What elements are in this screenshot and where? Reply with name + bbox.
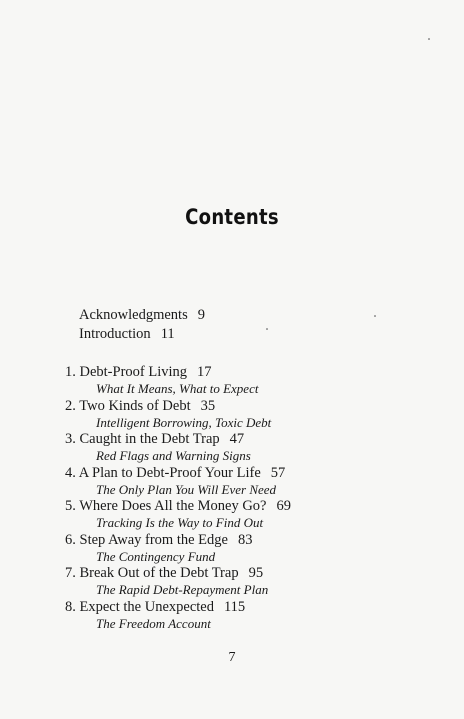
chapter-subtitle: Tracking Is the Way to Find Out — [96, 515, 264, 530]
chapter-subtitle: Red Flags and Warning Signs — [96, 448, 251, 463]
chapter-subtitle: The Freedom Account — [96, 615, 211, 631]
chapter-number: 7. — [65, 565, 76, 581]
chapter-title: Where Does All the Money Go? — [79, 498, 267, 514]
chapter-title: Break Out of the Debt Trap — [79, 565, 239, 581]
chapter-entry-1 — [65, 364, 425, 398]
chapter-entry-4 — [65, 465, 425, 499]
chapter-page-number: 69 — [276, 498, 291, 514]
chapter-line — [65, 599, 425, 616]
chapter-page-number: 115 — [223, 598, 246, 615]
entry-page-number: 11 — [160, 326, 175, 342]
chapter-page-number: 47 — [229, 431, 245, 447]
chapter-number: 8. — [65, 598, 76, 615]
toc-entry-introduction — [79, 325, 205, 344]
paper-speck — [374, 315, 376, 317]
chapter-number: 6. — [65, 531, 76, 548]
chapter-number: 4. — [65, 464, 76, 481]
chapter-page-number: 57 — [270, 464, 286, 481]
chapter-line — [65, 398, 425, 415]
chapter-number: 1. — [65, 364, 76, 380]
chapter-title: A Plan to Debt-Proof Your Life — [78, 464, 261, 481]
paper-speck — [428, 38, 430, 40]
entry-label: Introduction — [79, 326, 151, 342]
toc-entry-acknowledgments — [79, 306, 205, 325]
chapter-page-number: 35 — [200, 397, 216, 414]
chapter-page-number: 83 — [237, 531, 253, 548]
page-number-folio: 7 — [228, 650, 236, 665]
chapter-entry-8 — [65, 599, 425, 633]
front-matter-list — [79, 306, 205, 344]
chapter-entry-6 — [65, 532, 425, 566]
chapter-title: Debt-Proof Living — [79, 364, 188, 380]
chapter-title: Step Away from the Edge — [79, 531, 228, 548]
chapter-line — [65, 498, 425, 515]
page-title: Contents — [185, 205, 279, 229]
chapter-subtitle: The Contingency Fund — [96, 548, 216, 564]
chapter-title: Expect the Unexpected — [79, 598, 214, 615]
chapter-number: 3. — [65, 431, 76, 447]
chapter-subtitle: What It Means, What to Expect — [96, 381, 259, 396]
chapter-title: Two Kinds of Debt — [79, 397, 191, 414]
chapter-line — [65, 465, 425, 482]
chapter-line — [65, 364, 425, 381]
chapter-subtitle: The Rapid Debt-Repayment Plan — [96, 582, 269, 597]
chapter-entry-5 — [65, 498, 425, 532]
entry-label: Acknowledgments — [79, 307, 188, 323]
chapter-subtitle: Intelligent Borrowing, Toxic Debt — [96, 414, 272, 430]
chapter-entry-7 — [65, 565, 425, 599]
chapter-title: Caught in the Debt Trap — [79, 431, 220, 447]
chapter-entry-2 — [65, 398, 425, 432]
chapter-number: 2. — [65, 397, 76, 414]
chapter-line — [65, 532, 425, 549]
chapter-number: 5. — [65, 498, 76, 514]
chapter-page-number: 95 — [248, 565, 264, 581]
chapter-entry-3 — [65, 431, 425, 465]
chapter-line — [65, 431, 425, 448]
chapter-list — [65, 364, 425, 632]
paper-speck — [266, 328, 268, 330]
entry-page-number: 9 — [197, 307, 205, 323]
chapter-page-number: 17 — [197, 364, 212, 380]
chapter-line — [65, 565, 425, 582]
chapter-subtitle: The Only Plan You Will Ever Need — [96, 481, 277, 497]
